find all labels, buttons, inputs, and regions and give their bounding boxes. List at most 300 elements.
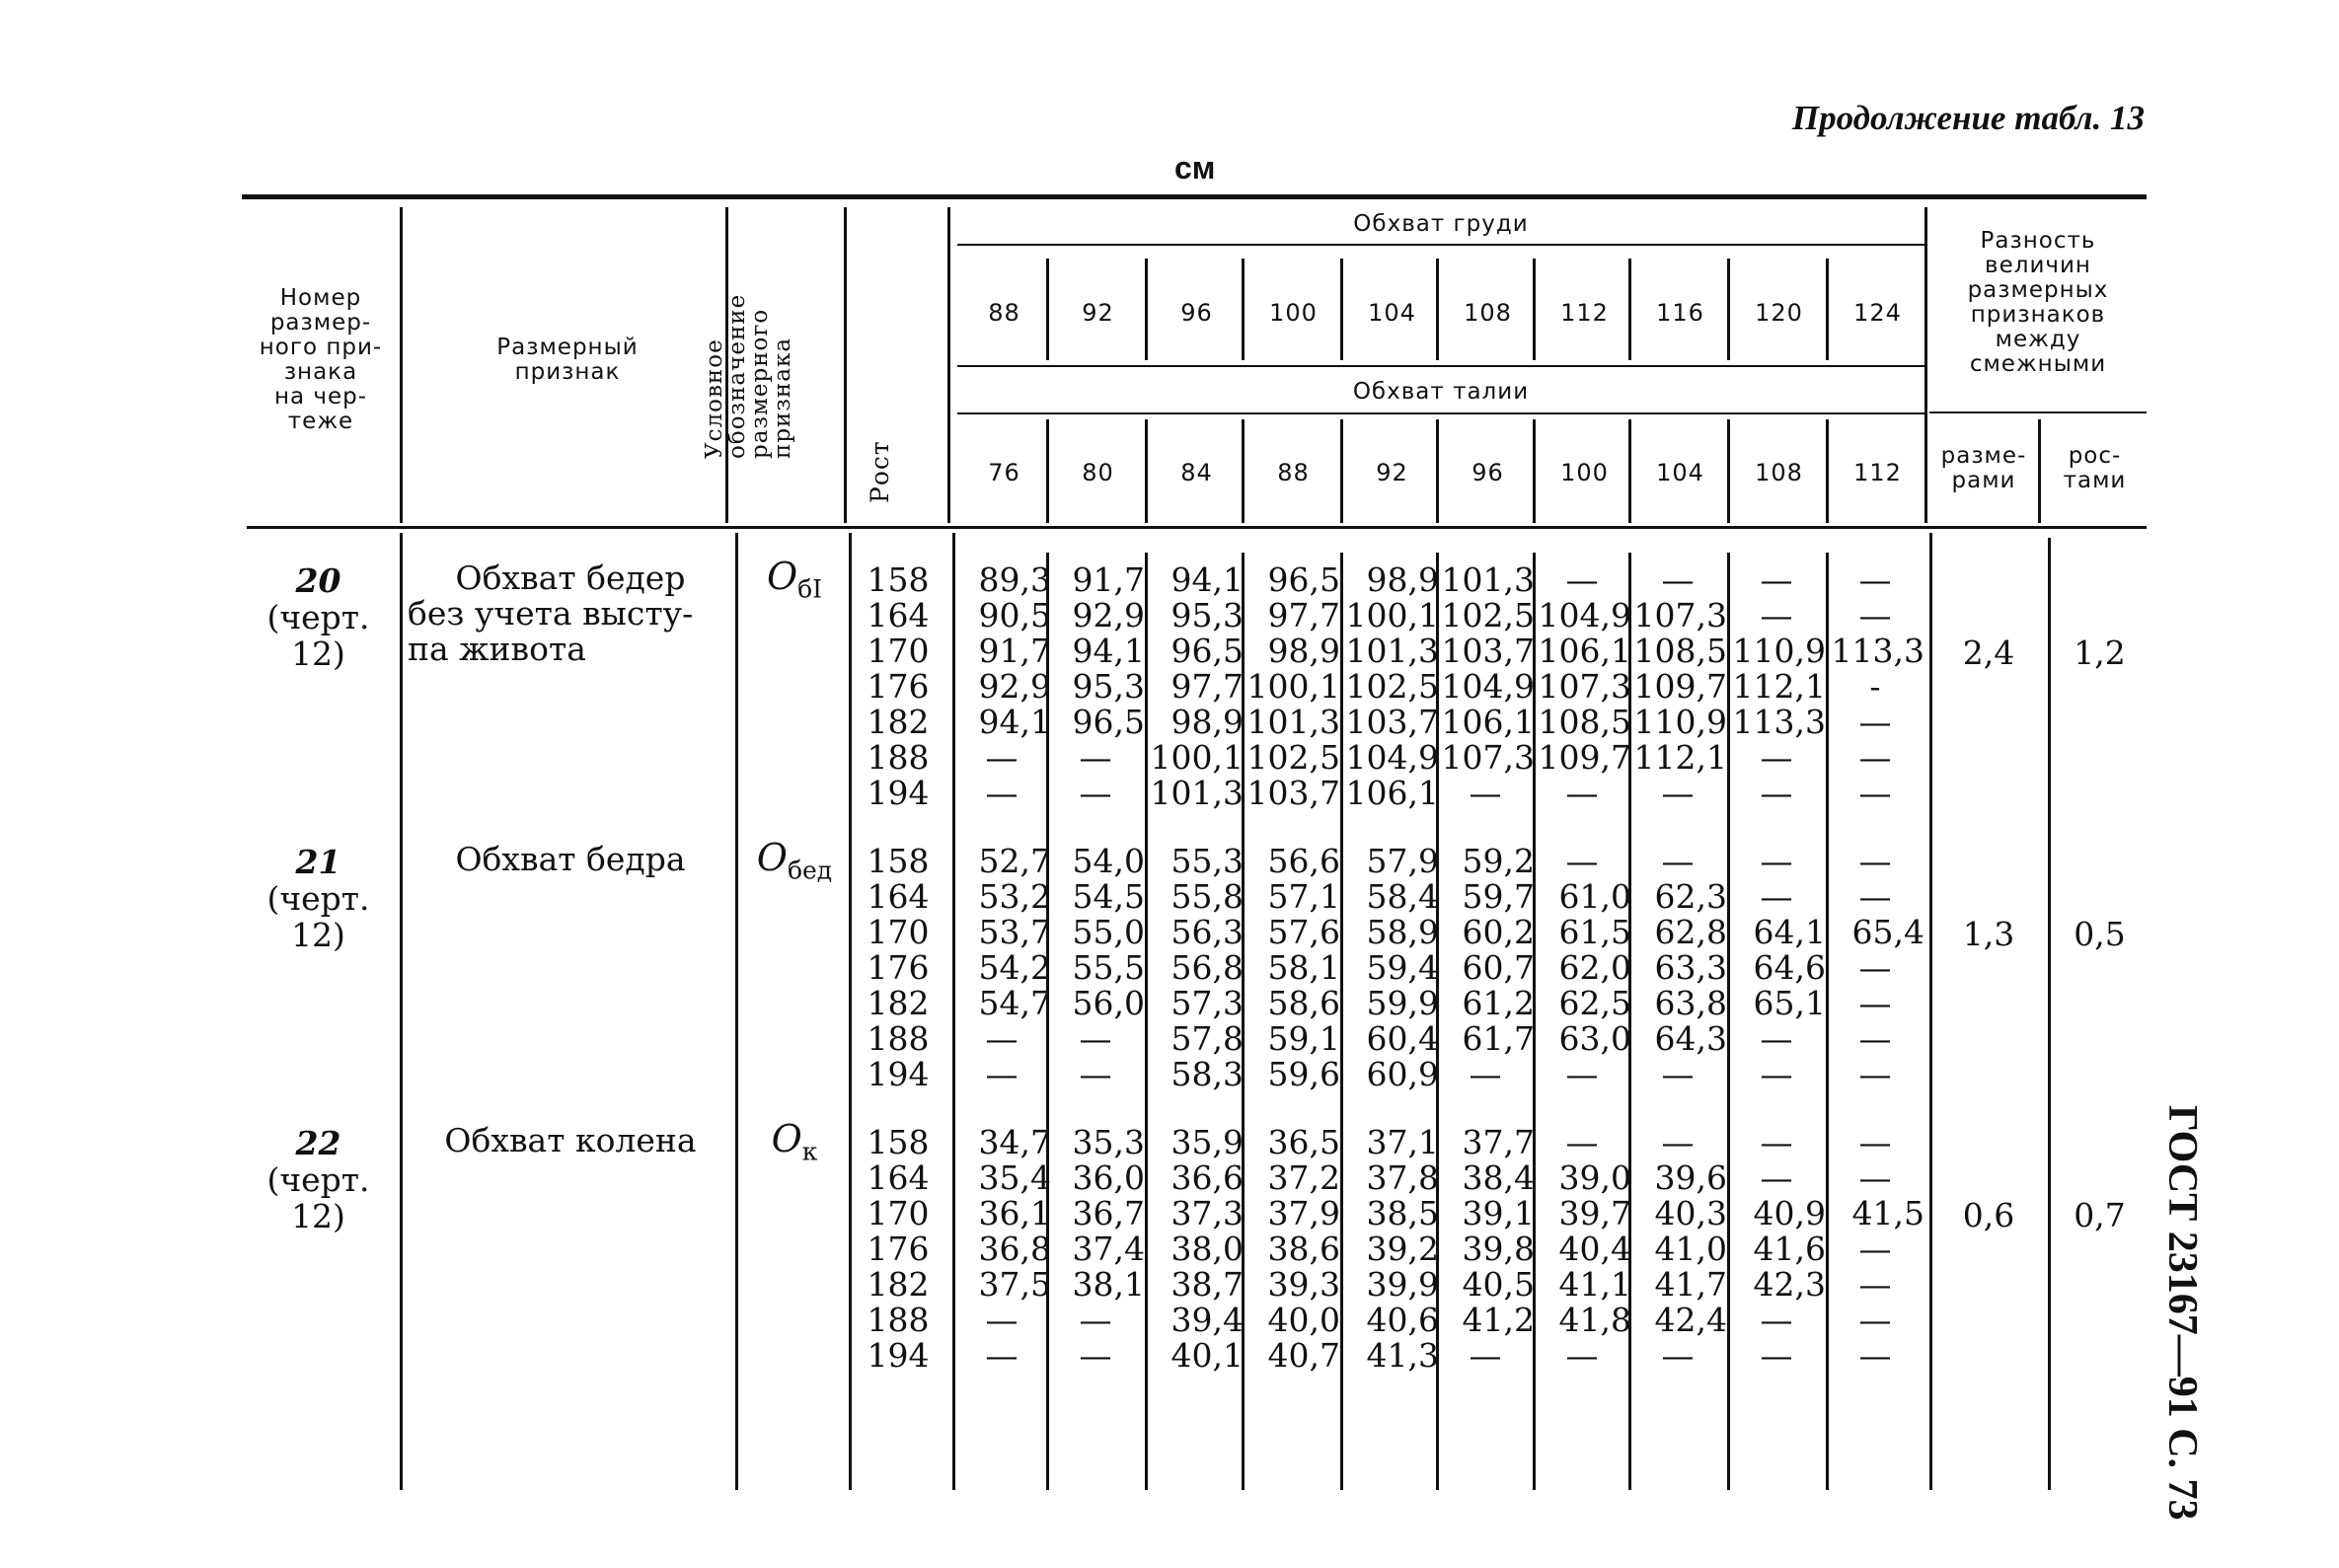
- value-cell: —: [1858, 703, 1892, 741]
- value-cell: 57,6: [1267, 913, 1340, 951]
- value-cell: 35,4: [978, 1158, 1051, 1197]
- height-cell: 176: [867, 948, 930, 987]
- height-cell: 182: [867, 703, 930, 741]
- value-cell: 109,7: [1538, 738, 1631, 777]
- value-cell: 35,9: [1170, 1123, 1244, 1161]
- value-column: [1046, 562, 1145, 811]
- row-feature-name: [408, 560, 733, 667]
- value-cell: 36,5: [1267, 1123, 1340, 1161]
- value-cell: —: [1760, 596, 1793, 635]
- header-diff-heights: [2048, 444, 2142, 493]
- value-cell: 59,6: [1267, 1055, 1340, 1093]
- value-cell: 37,1: [1366, 1123, 1439, 1161]
- row-feature-line: па живота: [408, 630, 586, 668]
- height-cell: 164: [867, 1158, 930, 1197]
- value-cell: —: [1760, 1055, 1793, 1093]
- height-cell: 194: [867, 774, 930, 812]
- value-cell: 65,4: [1851, 913, 1924, 951]
- height-cell: 158: [867, 1123, 930, 1161]
- value-cell: 56,8: [1170, 948, 1244, 987]
- value-cell: 58,1: [1267, 948, 1340, 987]
- value-cell: —: [1858, 560, 1892, 599]
- value-column: [1145, 844, 1244, 1092]
- value-cell: 56,3: [1170, 913, 1244, 951]
- height-cell: 170: [867, 1194, 930, 1232]
- value-column: [1242, 844, 1340, 1092]
- height-cell: 182: [867, 1265, 930, 1304]
- row-feature-line: Обхват колена: [444, 1121, 697, 1159]
- value-cell: —: [1760, 1336, 1793, 1375]
- value-cell: —: [1079, 1301, 1112, 1339]
- value-column: [1242, 1125, 1340, 1374]
- chest-value: 120: [1755, 299, 1803, 327]
- value-cell: 62,0: [1558, 948, 1631, 987]
- value-column: [952, 1125, 1051, 1374]
- height-cell: 170: [867, 632, 930, 670]
- value-cell: 98,9: [1366, 560, 1439, 599]
- value-cell: 39,6: [1654, 1158, 1727, 1197]
- diff-rule: [1929, 411, 2147, 413]
- column-rule: [1145, 419, 1148, 523]
- height-cell: 176: [867, 1230, 930, 1268]
- value-cell: 104,9: [1441, 667, 1535, 706]
- value-cell: 57,3: [1170, 984, 1244, 1022]
- value-cell: —: [1661, 1055, 1695, 1093]
- value-cell: —: [1469, 774, 1502, 812]
- column-rule: [1145, 259, 1148, 360]
- value-cell: 39,4: [1170, 1301, 1244, 1339]
- value-cell: 103,7: [1345, 703, 1439, 741]
- value-cell: 104,9: [1345, 738, 1439, 777]
- waist-value: 96: [1471, 459, 1504, 486]
- page-side-label: ГОСТ 23167—91 С. 73: [2159, 1105, 2205, 1521]
- value-cell: —: [1858, 1230, 1892, 1268]
- value-cell: 42,4: [1654, 1301, 1727, 1339]
- value-cell: —: [1760, 774, 1793, 812]
- header-diff-line: признаков: [1970, 302, 2106, 328]
- value-cell: 56,0: [1072, 984, 1145, 1022]
- header-height: Рост: [866, 440, 894, 503]
- waist-value: 104: [1656, 459, 1704, 486]
- value-cell: 37,2: [1267, 1158, 1340, 1197]
- value-cell: 52,7: [978, 842, 1051, 880]
- value-column: [1628, 562, 1727, 811]
- diff-sizes-value: 2,4: [1962, 634, 2015, 672]
- height-cell: 170: [867, 913, 930, 951]
- value-cell: 108,5: [1538, 703, 1631, 741]
- header-number-line: теже: [287, 409, 354, 434]
- value-cell: 64,3: [1654, 1019, 1727, 1058]
- value-cell: —: [1079, 1019, 1112, 1058]
- waist-value: 80: [1082, 459, 1114, 486]
- value-cell: 63,8: [1654, 984, 1727, 1022]
- diff-heights-value: 0,7: [2074, 1196, 2126, 1234]
- value-cell: —: [1661, 560, 1695, 599]
- value-cell: —: [1858, 1301, 1892, 1339]
- row-number-value: 20: [295, 561, 341, 600]
- value-cell: —: [1661, 842, 1695, 880]
- value-cell: —: [985, 774, 1019, 812]
- value-cell: 107,3: [1633, 596, 1727, 635]
- value-cell: 36,7: [1072, 1194, 1145, 1232]
- value-cell: 65,1: [1753, 984, 1826, 1022]
- value-cell: 112,1: [1633, 738, 1727, 777]
- value-column: [1145, 562, 1244, 811]
- value-cell: 39,8: [1462, 1230, 1535, 1268]
- row-feature-name: [408, 1123, 733, 1158]
- header-diff-heights-line: тами: [2063, 468, 2127, 493]
- value-cell: 113,3: [1831, 632, 1924, 670]
- value-cell: 59,4: [1366, 948, 1439, 987]
- value-cell: 57,1: [1267, 877, 1340, 916]
- header-diff-sizes: [1934, 444, 2033, 493]
- height-cell: 188: [867, 738, 930, 777]
- diff-sizes-value: 1,3: [1962, 915, 2015, 953]
- value-cell: 63,3: [1654, 948, 1727, 987]
- value-cell: 55,0: [1072, 913, 1145, 951]
- value-cell: —: [1760, 738, 1793, 777]
- waist-value: 100: [1560, 459, 1609, 486]
- column-rule: [2048, 538, 2051, 1490]
- header-symbol-line: Условное: [702, 338, 727, 459]
- value-cell: —: [1760, 1301, 1793, 1339]
- row-number: [237, 562, 400, 672]
- header-feature-line: Размерный: [496, 335, 639, 360]
- value-column: [1533, 1125, 1631, 1374]
- value-cell: 96,5: [1267, 560, 1340, 599]
- header-diff-line: размерных: [1967, 277, 2109, 303]
- value-column: [1436, 1125, 1535, 1374]
- value-cell: —: [1565, 1123, 1599, 1161]
- value-cell: 92,9: [1072, 596, 1145, 635]
- row-symbol-sub: к: [801, 1137, 818, 1166]
- value-cell: 62,3: [1654, 877, 1727, 916]
- value-cell: 107,3: [1441, 738, 1535, 777]
- value-cell: 109,7: [1633, 667, 1727, 706]
- value-cell: 97,7: [1267, 596, 1340, 635]
- value-cell: 106,1: [1441, 703, 1535, 741]
- column-rule: [1826, 259, 1829, 360]
- chest-value: 112: [1560, 299, 1609, 327]
- header-symbol-line: обозначение: [724, 293, 750, 459]
- value-cell: 95,3: [1072, 667, 1145, 706]
- value-cell: 59,2: [1462, 842, 1535, 880]
- value-cell: 40,1: [1170, 1336, 1244, 1375]
- value-cell: 62,8: [1654, 913, 1727, 951]
- header-number-line: знака: [283, 359, 358, 385]
- value-cell: 107,3: [1538, 667, 1631, 706]
- value-cell: 41,3: [1366, 1336, 1439, 1375]
- column-rule: [735, 533, 738, 1490]
- value-cell: —: [1858, 1123, 1892, 1161]
- header-symbol-line: признака: [770, 336, 795, 459]
- value-cell: 41,0: [1654, 1230, 1727, 1268]
- value-column: [952, 562, 1051, 811]
- column-rule: [1340, 419, 1343, 523]
- value-cell: 37,9: [1267, 1194, 1340, 1232]
- value-cell: 61,5: [1558, 913, 1631, 951]
- value-cell: -: [1869, 667, 1881, 706]
- value-cell: —: [1079, 1336, 1112, 1375]
- chest-value: 116: [1656, 299, 1704, 327]
- row-symbol-main: О: [771, 1117, 802, 1160]
- value-cell: 58,4: [1366, 877, 1439, 916]
- value-column: [1046, 844, 1145, 1092]
- value-cell: 101,3: [1345, 632, 1439, 670]
- chest-value: 88: [988, 299, 1020, 327]
- row-symbol: [745, 555, 844, 604]
- value-cell: 108,5: [1633, 632, 1727, 670]
- value-column: [1533, 844, 1631, 1092]
- value-cell: —: [1760, 842, 1793, 880]
- value-cell: 38,5: [1366, 1194, 1439, 1232]
- row-symbol-main: О: [766, 555, 798, 598]
- chest-value: 104: [1368, 299, 1416, 327]
- value-column: [1436, 844, 1535, 1092]
- value-column: [1727, 844, 1826, 1092]
- value-cell: —: [1858, 877, 1892, 916]
- row-drawing-ref: (черт. 12): [266, 598, 370, 673]
- value-cell: 53,7: [978, 913, 1051, 951]
- column-rule: [1826, 419, 1829, 523]
- value-cell: —: [1760, 1019, 1793, 1058]
- value-column: [1046, 1125, 1145, 1374]
- value-cell: —: [1565, 774, 1599, 812]
- diff-sizes-value: 0,6: [1962, 1196, 2015, 1234]
- row-feature-line: без учета высту-: [408, 594, 694, 633]
- value-cell: 40,5: [1462, 1265, 1535, 1304]
- row-number: [237, 844, 400, 953]
- value-cell: 91,7: [1072, 560, 1145, 599]
- waist-value: 92: [1376, 459, 1408, 486]
- value-cell: 106,1: [1538, 632, 1631, 670]
- value-cell: 36,0: [1072, 1158, 1145, 1197]
- column-rule: [400, 207, 403, 523]
- height-cell: 176: [867, 667, 930, 706]
- value-cell: —: [985, 1055, 1019, 1093]
- value-cell: 54,5: [1072, 877, 1145, 916]
- value-cell: 106,1: [1345, 774, 1439, 812]
- value-cell: 60,9: [1366, 1055, 1439, 1093]
- waist-rule: [957, 412, 1924, 414]
- value-cell: —: [985, 1019, 1019, 1058]
- value-cell: —: [1858, 984, 1892, 1022]
- value-column: [1145, 1125, 1244, 1374]
- column-rule: [2038, 419, 2041, 523]
- value-column: [952, 844, 1051, 1092]
- waist-value: 108: [1755, 459, 1803, 486]
- value-cell: —: [985, 1301, 1019, 1339]
- value-cell: 63,0: [1558, 1019, 1631, 1058]
- column-rule: [1929, 533, 1932, 1490]
- chest-rule: [957, 244, 1924, 246]
- value-cell: 34,7: [978, 1123, 1051, 1161]
- value-cell: —: [1469, 1055, 1502, 1093]
- value-cell: 39,1: [1462, 1194, 1535, 1232]
- value-cell: 40,9: [1753, 1194, 1826, 1232]
- value-column: [1628, 844, 1727, 1092]
- value-cell: 41,2: [1462, 1301, 1535, 1339]
- height-cell: 188: [867, 1019, 930, 1058]
- value-cell: 35,3: [1072, 1123, 1145, 1161]
- value-cell: 102,5: [1246, 738, 1340, 777]
- value-cell: 54,2: [978, 948, 1051, 987]
- row-number: [237, 1125, 400, 1234]
- height-cell: 158: [867, 842, 930, 880]
- value-column: [1340, 1125, 1439, 1374]
- header-waist: Обхват талии: [1352, 379, 1530, 405]
- value-cell: —: [1760, 1123, 1793, 1161]
- value-cell: 89,3: [978, 560, 1051, 599]
- value-cell: 60,2: [1462, 913, 1535, 951]
- value-cell: 41,7: [1654, 1265, 1727, 1304]
- value-cell: —: [1565, 1336, 1599, 1375]
- row-symbol-main: О: [756, 836, 788, 879]
- diff-heights-value: 1,2: [2074, 634, 2126, 672]
- value-cell: 57,9: [1366, 842, 1439, 880]
- value-cell: 39,0: [1558, 1158, 1631, 1197]
- value-cell: 58,9: [1366, 913, 1439, 951]
- value-column: [1826, 1125, 1924, 1374]
- value-cell: —: [1661, 774, 1695, 812]
- value-cell: 100,1: [1345, 596, 1439, 635]
- chest-value: 124: [1853, 299, 1902, 327]
- value-cell: 62,5: [1558, 984, 1631, 1022]
- diff-heights-value: 0,5: [2074, 915, 2126, 953]
- column-rule: [844, 207, 847, 523]
- value-cell: 90,5: [978, 596, 1051, 635]
- value-cell: 60,4: [1366, 1019, 1439, 1058]
- value-cell: 37,4: [1072, 1230, 1145, 1268]
- header-number-line: ного при-: [259, 335, 383, 360]
- value-cell: 94,1: [978, 703, 1051, 741]
- value-cell: 42,3: [1753, 1265, 1826, 1304]
- value-column: [1727, 562, 1826, 811]
- value-cell: —: [1079, 1055, 1112, 1093]
- value-cell: —: [1565, 842, 1599, 880]
- value-cell: —: [1858, 948, 1892, 987]
- header-diff-line: Разность: [1980, 228, 2096, 254]
- value-cell: 58,6: [1267, 984, 1340, 1022]
- header-feature-line: признак: [514, 359, 621, 385]
- value-cell: 102,5: [1441, 596, 1535, 635]
- row-symbol-sub: бI: [797, 574, 823, 604]
- value-cell: 95,3: [1170, 596, 1244, 635]
- header-symbol: [704, 261, 812, 459]
- row-heights: [859, 562, 938, 811]
- value-column: [1436, 562, 1535, 811]
- value-cell: —: [1858, 1019, 1892, 1058]
- value-cell: 103,7: [1441, 632, 1535, 670]
- value-cell: —: [1079, 774, 1112, 812]
- value-cell: 112,1: [1732, 667, 1826, 706]
- height-cell: 158: [867, 560, 930, 599]
- value-column: [1242, 562, 1340, 811]
- header-diff-sizes-line: рами: [1951, 468, 2016, 493]
- header-diff-line: смежными: [1969, 351, 2107, 377]
- column-rule: [1727, 259, 1730, 360]
- chest-value: 100: [1269, 299, 1318, 327]
- value-cell: 54,0: [1072, 842, 1145, 880]
- value-cell: —: [1858, 738, 1892, 777]
- row-symbol: [745, 836, 844, 885]
- value-cell: 110,9: [1732, 632, 1826, 670]
- value-cell: 53,2: [978, 877, 1051, 916]
- value-cell: 38,7: [1170, 1265, 1244, 1304]
- row-feature-name: [408, 842, 733, 877]
- value-cell: 98,9: [1170, 703, 1244, 741]
- value-cell: 104,9: [1538, 596, 1631, 635]
- value-cell: 55,8: [1170, 877, 1244, 916]
- value-cell: —: [1565, 560, 1599, 599]
- column-rule: [1924, 207, 1927, 523]
- height-cell: 164: [867, 596, 930, 635]
- value-cell: 41,8: [1558, 1301, 1631, 1339]
- value-cell: —: [1858, 842, 1892, 880]
- value-cell: 38,4: [1462, 1158, 1535, 1197]
- value-cell: 64,1: [1753, 913, 1826, 951]
- value-cell: 39,2: [1366, 1230, 1439, 1268]
- value-cell: —: [1661, 1336, 1695, 1375]
- value-cell: 40,3: [1654, 1194, 1727, 1232]
- value-cell: —: [1858, 1158, 1892, 1197]
- value-cell: 101,3: [1150, 774, 1244, 812]
- value-column: [1628, 1125, 1727, 1374]
- value-column: [1533, 562, 1631, 811]
- value-cell: 37,5: [978, 1265, 1051, 1304]
- value-cell: 61,7: [1462, 1019, 1535, 1058]
- value-cell: —: [1858, 1265, 1892, 1304]
- header-diff-sizes-line: разме-: [1940, 443, 2027, 469]
- value-cell: 103,7: [1246, 774, 1340, 812]
- value-cell: 94,1: [1170, 560, 1244, 599]
- value-cell: 36,1: [978, 1194, 1051, 1232]
- top-rule: [242, 194, 2147, 199]
- value-cell: 55,3: [1170, 842, 1244, 880]
- value-cell: —: [1079, 738, 1112, 777]
- value-cell: 92,9: [978, 667, 1051, 706]
- value-cell: 40,6: [1366, 1301, 1439, 1339]
- value-cell: 64,6: [1753, 948, 1826, 987]
- value-cell: —: [1858, 774, 1892, 812]
- row-feature-line: Обхват бедер: [455, 559, 686, 597]
- value-cell: 60,7: [1462, 948, 1535, 987]
- value-cell: 96,5: [1170, 632, 1244, 670]
- value-cell: 101,3: [1441, 560, 1535, 599]
- value-cell: 61,2: [1462, 984, 1535, 1022]
- value-cell: 58,3: [1170, 1055, 1244, 1093]
- value-cell: 36,6: [1170, 1158, 1244, 1197]
- value-cell: 41,6: [1753, 1230, 1826, 1268]
- value-cell: 40,7: [1267, 1336, 1340, 1375]
- column-rule: [400, 533, 403, 1490]
- value-cell: 59,1: [1267, 1019, 1340, 1058]
- header-bottom-rule: [247, 526, 2147, 529]
- value-cell: 57,8: [1170, 1019, 1244, 1058]
- value-cell: 37,7: [1462, 1123, 1535, 1161]
- value-cell: 102,5: [1345, 667, 1439, 706]
- row-heights: [859, 1125, 938, 1374]
- value-cell: 96,5: [1072, 703, 1145, 741]
- row-number-value: 21: [295, 843, 341, 881]
- row-drawing-ref: (черт. 12): [266, 879, 370, 954]
- chest-values-rule: [957, 365, 1924, 367]
- value-cell: —: [985, 738, 1019, 777]
- value-cell: 38,1: [1072, 1265, 1145, 1304]
- chest-value: 92: [1082, 299, 1114, 327]
- row-heights: [859, 844, 938, 1092]
- value-cell: 97,7: [1170, 667, 1244, 706]
